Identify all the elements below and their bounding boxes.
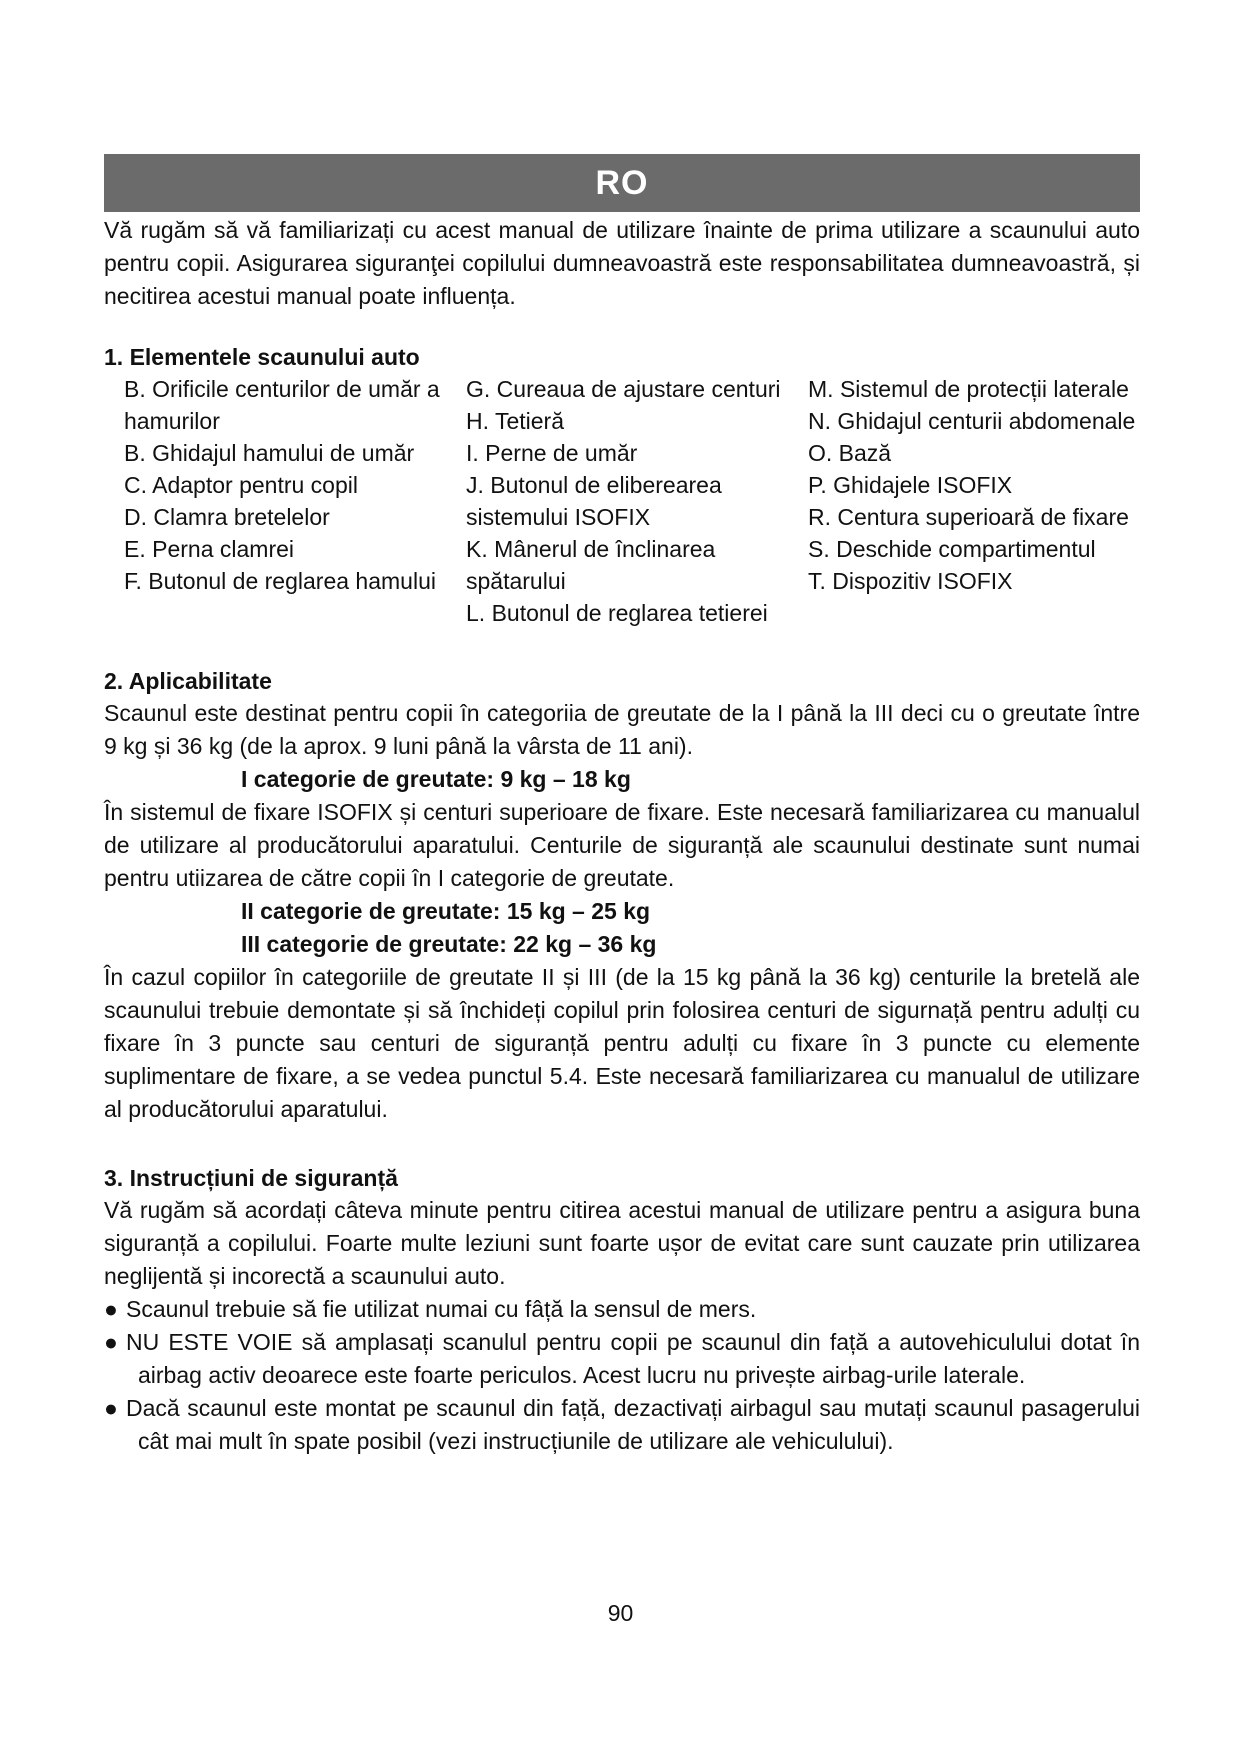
category-2-3-paragraph: În cazul copiilor în categoriile de greutate II și III (de la 15 kg până la 36 kg) centurile la bretelă ale scaunului trebuie demontate și să închideți copilul prin folosirea centuri de sigurnață pentru adulți cu fixare în 3 puncte sau centuri de siguranță pentru adulți cu fixare în 3 puncte cu elemente suplimentare de fixare, a se vedea punctul 5.4. Este necesară familiarizarea cu manualul de utilizare al producătorului aparatului. xyxy=(104,964,1140,1122)
weight-category-2: II categorie de greutate: 15 kg – 25 kg xyxy=(241,898,651,924)
bullet-text: NU ESTE VOIE să amplasați scanulul pentru copii pe scaunul din față a autovehiculului dotat în airbag activ deoarece este foarte periculos. Acest lucru nu privește airbag-urile laterale. xyxy=(126,1329,1140,1388)
spacer xyxy=(104,1126,1140,1162)
page-number: 90 xyxy=(607,1600,634,1626)
element-item: K. Mânerul de înclinarea spătarului xyxy=(466,536,716,594)
element-item: I. Perne de umăr xyxy=(466,440,638,466)
bullet-icon: ● xyxy=(104,1296,118,1322)
section-3-title: 3. Instrucțiuni de siguranță xyxy=(104,1165,398,1191)
list-item xyxy=(104,1326,1140,1392)
element-item: L. Butonul de reglarea tetierei xyxy=(466,600,768,626)
element-item: N. Ghidajul centurii abdomenale xyxy=(808,408,1136,434)
section-2-title: 2. Aplicabilitate xyxy=(104,668,272,694)
element-item: S. Deschide compartimentul xyxy=(808,536,1096,562)
spacer xyxy=(104,629,1140,665)
spacer xyxy=(104,313,1140,341)
bullet-icon: ● xyxy=(104,1329,118,1355)
section-1-title: 1. Elementele scaunului auto xyxy=(104,344,420,370)
element-item: C. Adaptor pentru copil xyxy=(124,472,358,498)
bullet-text: Dacă scaunul este montat pe scaunul din față, dezactivați airbagul sau mutați scaunul pasagerului cât mai mult în spate posibil (vezi instrucțiunile de utilizare ale vehiculului). xyxy=(126,1395,1140,1454)
element-item: E. Perna clamrei xyxy=(124,536,295,562)
element-item: M. Sistemul de protecții laterale xyxy=(808,376,1129,402)
intro-paragraph: Vă rugăm să vă familiarizați cu acest manual de utilizare înainte de prima utilizare a scaunului auto pentru copii. Asigurarea siguranţei copilului dumneavoastră este responsabilitatea dumneavoastră, și necitirea acestui manual poate influența. xyxy=(104,217,1140,309)
element-item: F. Butonul de reglarea hamului xyxy=(124,568,436,594)
manual-page xyxy=(104,154,1140,1458)
safety-paragraph: Vă rugăm să acordați câteva minute pentru citirea acestui manual de utilizare pentru a asigura buna siguranță a copilului. Foarte multe leziuni sunt foarte ușor de evitat care sunt cauzate prin utilizarea neglijentă și incorectă a scaunului auto. xyxy=(104,1197,1140,1289)
element-item: B. Orificile centurilor de umăr a hamurilor xyxy=(124,376,440,434)
element-item: R. Centura superioară de fixare xyxy=(808,504,1129,530)
elements-column-1 xyxy=(124,373,466,629)
weight-category-1: I categorie de greutate: 9 kg – 18 kg xyxy=(241,766,631,792)
element-item: G. Cureaua de ajustare centuri xyxy=(466,376,781,402)
list-item xyxy=(104,1392,1140,1458)
category-1-paragraph: În sistemul de fixare ISOFIX și centuri superioare de fixare. Este necesară familiarizarea cu manualul de utilizare al producătorului aparatului. Centurile de siguranță ale scaunului destinate sunt numai pentru utiizarea de către copii în I categorie de greutate. xyxy=(104,799,1140,891)
element-item: B. Ghidajul hamului de umăr xyxy=(124,440,415,466)
applicability-paragraph: Scaunul este destinat pentru copii în categoriia de greutate de la I până la III deci cu o greutate între 9 kg și 36 kg (de la aprox. 9 luni până la vârsta de 11 ani). xyxy=(104,700,1140,759)
element-item: T. Dispozitiv ISOFIX xyxy=(808,568,1013,594)
element-item: D. Clamra bretelelor xyxy=(124,504,330,530)
elements-list xyxy=(104,373,1136,629)
element-item: J. Butonul de eliberearea sistemului ISOFIX xyxy=(466,472,722,530)
elements-column-3 xyxy=(808,373,1160,629)
elements-column-2 xyxy=(466,373,808,629)
safety-bullets xyxy=(104,1293,1140,1458)
element-item: H. Tetieră xyxy=(466,408,565,434)
bullet-icon: ● xyxy=(104,1395,118,1421)
element-item: P. Ghidajele ISOFIX xyxy=(808,472,1013,498)
weight-category-3: III categorie de greutate: 22 kg – 36 kg xyxy=(241,931,657,957)
element-item: O. Bază xyxy=(808,440,892,466)
bullet-text: Scaunul trebuie să fie utilizat numai cu fâță la sensul de mers. xyxy=(126,1296,757,1322)
language-banner: RO xyxy=(104,154,1140,212)
list-item xyxy=(104,1293,1140,1326)
